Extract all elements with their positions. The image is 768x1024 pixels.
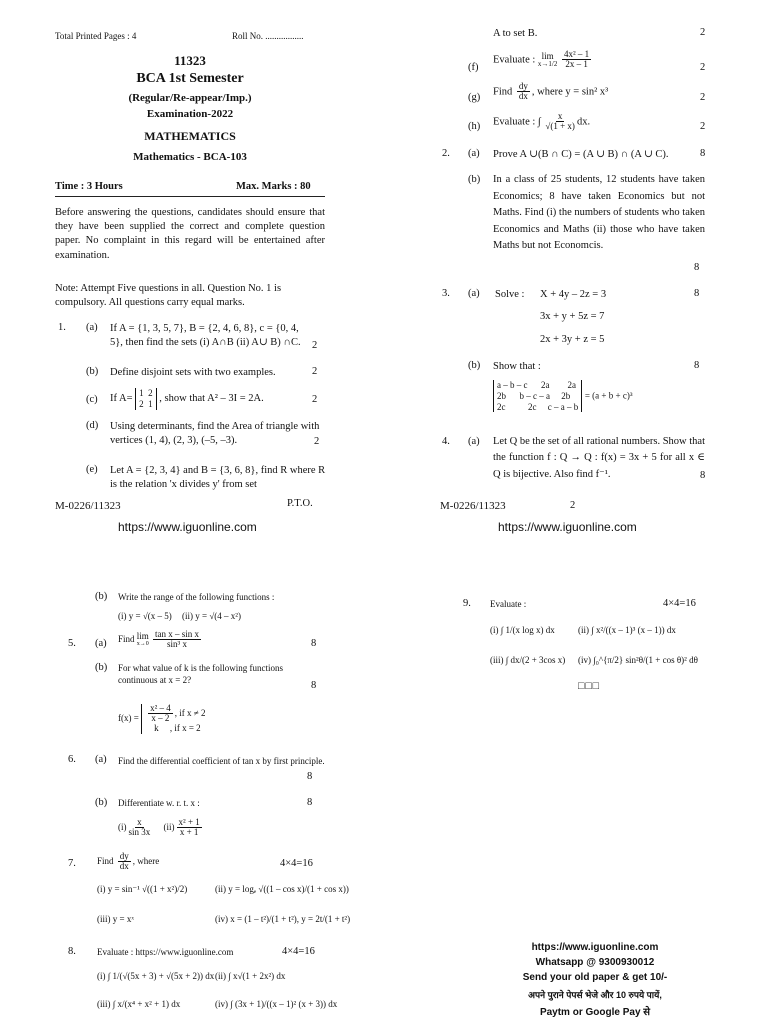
q3a-eq3: 2x + 3y + z = 5 xyxy=(540,334,605,345)
q1h-label: (h) xyxy=(468,121,481,132)
exam-type: (Regular/Re-appear/Imp.) xyxy=(128,92,252,104)
q6b-label: (b) xyxy=(95,797,108,808)
q3a-eq2: 3x + y + 5z = 7 xyxy=(540,311,605,322)
q6b-marks: 8 xyxy=(307,797,313,808)
q8-iii: (iii) ∫ x/(x⁴ + x² + 1) dx xyxy=(97,999,181,1009)
q5b-function: f(x) = $\frac{\text{x² – 4}}{x - 2}$ , if x ≠ 2 k , if x = 2 xyxy=(118,703,206,733)
q3b-text: Show that : xyxy=(493,361,541,372)
q5a-marks: 8 xyxy=(311,638,317,649)
q5b-label: (b) xyxy=(95,662,108,673)
promo-url: https://www.iguonline.com xyxy=(531,942,659,953)
page1-code: M-0226/11323 xyxy=(55,500,121,512)
q6a-marks: 8 xyxy=(307,771,313,782)
q4b-ii: (ii) y = √(4 – x²) xyxy=(182,611,241,621)
q1h-text: Evaluate : ∫ $\frac{x}{√(1 + x)}$ dx. xyxy=(493,111,591,132)
q7-iii: (iii) y = xˣ xyxy=(97,914,134,924)
q1a-text: If A = {1, 3, 5, 7}, B = {2, 4, 6, 8}, c = {0, 4, 5}, then find the sets (i) A∩B (ii) A∪ B) ∩C. xyxy=(110,323,301,349)
q7-marks: 4×4=16 xyxy=(280,858,313,869)
instructions-note: Note: Attempt Five questions in all. Question No. 1 is compulsory. All questions carry equal marks. xyxy=(55,283,282,309)
q1a-label: (a) xyxy=(86,322,98,333)
q4b-label: (b) xyxy=(95,591,108,602)
roll-no: Roll No. ................. xyxy=(232,31,304,41)
page2-number: 2 xyxy=(570,500,576,511)
page2-url: https://www.iguonline.com xyxy=(498,520,637,534)
q8-text: Evaluate : https://www.iguonline.com xyxy=(97,947,234,957)
page1-url: https://www.iguonline.com xyxy=(118,520,257,534)
q1f-label: (f) xyxy=(468,62,479,73)
q9-ii: (ii) ∫ x²/((x – 1)³ (x – 1)) dx xyxy=(578,625,676,635)
q1c-marks: 2 xyxy=(312,394,318,405)
q3a-label: (a) xyxy=(468,288,480,299)
q1b-marks: 2 xyxy=(312,366,318,377)
q3a-text: Solve : xyxy=(495,289,525,300)
q4b-i: (i) y = √(x – 5) xyxy=(118,611,172,621)
q4-number: 4. xyxy=(442,436,450,447)
subject: MATHEMATICS xyxy=(144,129,236,143)
page1-pto: P.T.O. xyxy=(287,498,313,509)
q1e-continued: A to set B. xyxy=(493,28,538,39)
q3-number: 3. xyxy=(442,288,450,299)
q7-i: (i) y = sin⁻¹ √((1 + x²)/2) xyxy=(97,884,188,894)
q3b-marks: 8 xyxy=(694,360,700,371)
max-marks: Max. Marks : 80 xyxy=(236,181,311,192)
q7-number: 7. xyxy=(68,858,76,869)
paper-name: Mathematics - BCA-103 xyxy=(133,151,247,163)
q5b-text: For what value of k is the following functions continuous at x = 2? xyxy=(118,663,283,686)
q2a-text: Prove A ∪(B ∩ C) = (A ∪ B) ∩ (A ∪ C). xyxy=(493,149,669,160)
q7-ii: (ii) y = logₑ √((1 – cos x)/(1 + cos x)) xyxy=(215,884,349,894)
q3a-eq1: X + 4y – 2z = 3 xyxy=(540,289,607,300)
q1g-text: Find $\frac{dy}{dx}$ , where y = sin² x³ xyxy=(493,81,609,102)
q6-number: 6. xyxy=(68,754,76,765)
q8-iv: (iv) ∫ (3x + 1)/((x – 1)² (x + 3)) dx xyxy=(215,999,338,1009)
q8-ii: (ii) ∫ x√(1 + 2x²) dx xyxy=(215,971,286,981)
q2a-marks: 8 xyxy=(700,148,706,159)
q1g-label: (g) xyxy=(468,92,481,103)
q9-iv: (iv) ∫₀^{π/2} sin²θ/(1 + cos θ)² dθ xyxy=(578,655,698,665)
q7-text: Find $\frac{dy}{dx}$ , where xyxy=(97,851,160,872)
q9-marks: 4×4=16 xyxy=(663,598,696,609)
q4b-text: Write the range of the following functions : xyxy=(118,592,275,602)
promo-pay: Paytm or Google Pay से xyxy=(539,1007,651,1018)
q8-number: 8. xyxy=(68,946,76,957)
q1d-label: (d) xyxy=(86,420,99,431)
end-marker: □□□ xyxy=(578,681,601,692)
paper-code: 11323 xyxy=(174,53,206,68)
q9-iii: (iii) ∫ dx/(2 + 3cos x) xyxy=(490,655,566,665)
page2-code: M-0226/11323 xyxy=(440,500,506,512)
q3b-determinant: a – b – c 2a 2a 2b b – c – a 2b 2c 2c c – a – b = (a + b + c)³ xyxy=(493,380,633,412)
q6a-label: (a) xyxy=(95,754,107,765)
q5a-text: Find lim x→0 $\frac{\text{tan x – sin x}}{\text{sin³ x}}$ xyxy=(118,629,200,650)
q6a-text: Find the differential coefficient of tan x by first principle. xyxy=(118,756,325,766)
promo-send: Send your old paper & get 10/- xyxy=(522,972,668,983)
q1e-label: (e) xyxy=(86,464,98,475)
q5a-label: (a) xyxy=(95,638,107,649)
q2b-label: (b) xyxy=(468,174,481,185)
q8-marks: 4×4=16 xyxy=(282,946,315,957)
instructions-warning: Before answering the questions, candidates should ensure that they have been supplied the correct and complete question paper. No complaint in this regard will be entertained after examination. xyxy=(55,207,325,261)
q1b-label: (b) xyxy=(86,366,99,377)
exam-title: Examination-2022 xyxy=(146,108,234,120)
q1d-marks: 2 xyxy=(314,436,320,447)
q9-i: (i) ∫ 1/(x log x) dx xyxy=(490,625,555,635)
divider xyxy=(55,196,325,197)
q1e-marks: 2 xyxy=(700,27,706,38)
q2b-marks: 8 xyxy=(694,262,700,273)
q4a-marks: 8 xyxy=(700,470,706,481)
q1a-marks: 2 xyxy=(312,340,318,351)
promo-whatsapp: Whatsapp @ 9300930012 xyxy=(535,957,655,968)
q1c-text: If A= 1 2 2 1 , show that A² – 3I = 2A. xyxy=(110,388,264,409)
q2a-label: (a) xyxy=(468,148,480,159)
q3b-label: (b) xyxy=(468,360,481,371)
q1d-text: Using determinants, find the Area of triangle with vertices (1, 4), (2, 3), (–5, –3). xyxy=(110,421,320,447)
time: Time : 3 Hours xyxy=(55,181,123,192)
q4a-text: Let Q be the set of all rational numbers. Show that the function f : Q → Q : f(x) = 3x + 5 for all x ∈ Q is bijective. Also find f⁻¹. xyxy=(493,436,705,480)
q1c-label: (c) xyxy=(86,394,98,405)
q1e-text: Let A = {2, 3, 4} and B = {3, 6, 8}, find R where R is the relation 'x divides y' from set xyxy=(110,465,326,491)
total-pages: Total Printed Pages : 4 xyxy=(55,31,137,41)
q6b-parts: (i) $\frac{x}{\sin 3x}$ (ii) $\frac{\text{x² + 1}}{x + 1}$ xyxy=(118,817,200,838)
q1h-marks: 2 xyxy=(700,121,706,132)
q5b-marks: 8 xyxy=(311,680,317,691)
q1-number: 1. xyxy=(58,322,66,333)
q1g-marks: 2 xyxy=(700,92,706,103)
q9-number: 9. xyxy=(463,598,471,609)
matrix-a: 1 2 2 1 xyxy=(135,388,157,410)
q2-number: 2. xyxy=(442,148,450,159)
q4a-label: (a) xyxy=(468,436,480,447)
q1f-marks: 2 xyxy=(700,62,706,73)
q1b-text: Define disjoint sets with two examples. xyxy=(110,367,276,378)
q3a-marks: 8 xyxy=(694,288,700,299)
semester: BCA 1st Semester xyxy=(136,71,244,86)
q1f-text: Evaluate : lim x→1/2 $\frac{\text{4x² – 1}}{2x - 1}$ xyxy=(493,49,590,70)
q5-number: 5. xyxy=(68,638,76,649)
q8-i: (i) ∫ 1/(√(5x + 3) + √(5x + 2)) dx xyxy=(97,971,215,981)
promo-hindi: अपने पुराने पेपर्स भेजे और 10 रुपये पायें, xyxy=(528,990,662,1000)
q6b-text: Differentiate w. r. t. x : xyxy=(118,798,200,808)
q2b-text: In a class of 25 students, 12 students have taken Economics; 8 have taken Economics but not Maths. Find (i) the numbers of students who taken Economics and Maths (ii) those who have taken Maths but not Economcis. xyxy=(493,174,706,252)
q7-iv: (iv) x = (1 – t²)/(1 + t²), y = 2t/(1 + t²) xyxy=(215,914,351,924)
q9-text: Evaluate : xyxy=(490,599,527,609)
